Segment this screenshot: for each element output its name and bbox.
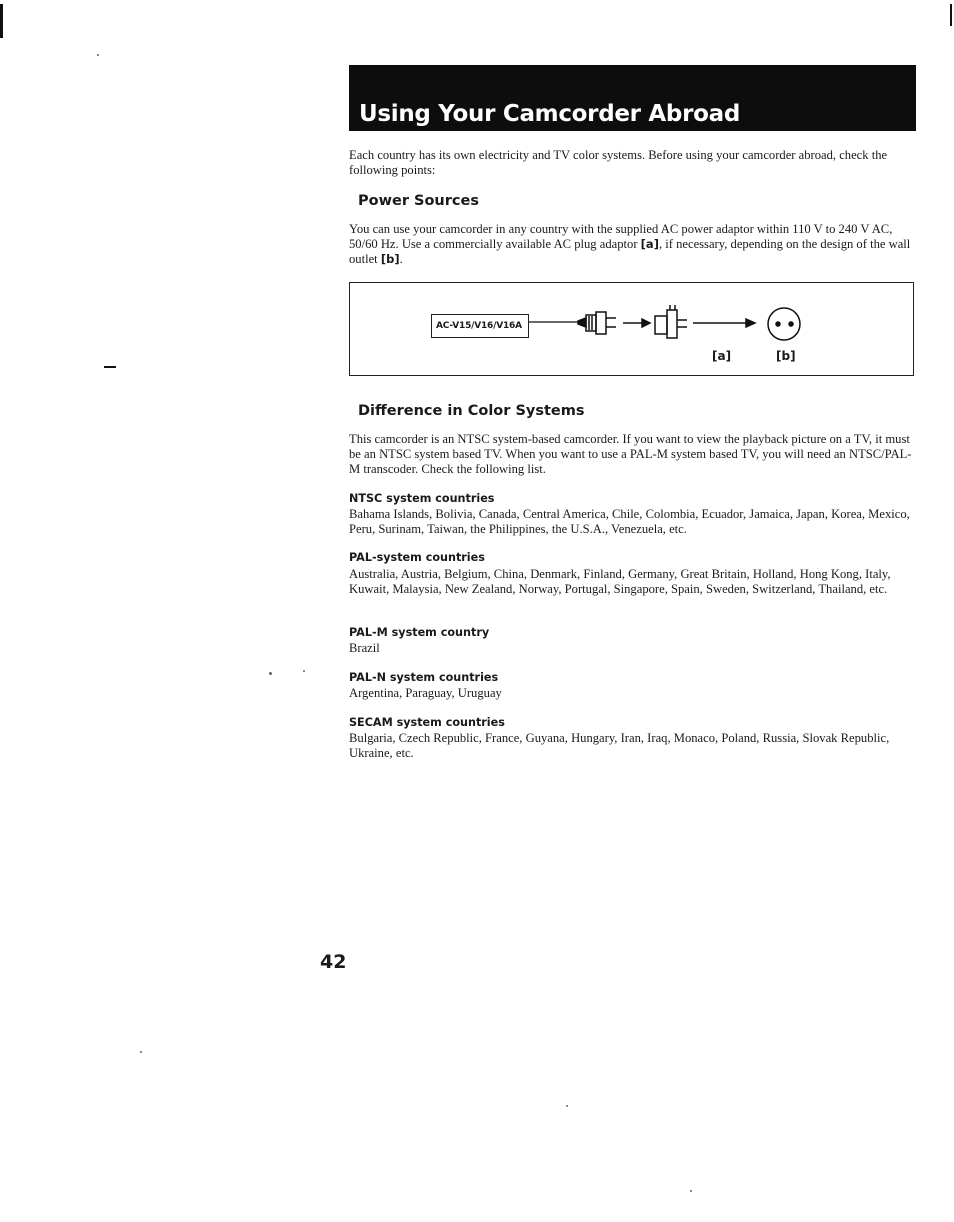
wall-outlet-icon — [768, 308, 800, 340]
scan-speck — [566, 1105, 568, 1107]
wall-outlet-label: [b] — [776, 349, 796, 363]
secam-countries: Bulgaria, Czech Republic, France, Guyana, Hungary, Iran, Iraq, Monaco, Poland, Russia, Slovak Republic, Ukraine, etc. — [349, 731, 890, 760]
scan-speck — [269, 672, 272, 675]
plug-adaptor-label: [a] — [712, 349, 732, 363]
scan-edge-mark-left — [0, 4, 3, 38]
power-adaptor-diagram — [349, 282, 914, 376]
ac-plug-icon — [578, 312, 616, 334]
ntsc-heading: NTSC system countries — [349, 492, 495, 505]
scan-edge-mark-right — [950, 4, 952, 26]
arrow-icon — [693, 319, 755, 327]
wall-outlet-ref: [b] — [380, 252, 400, 266]
pal-heading: PAL-system countries — [349, 551, 485, 564]
color-systems-paragraph: This camcorder is an NTSC system-based camcorder. If you want to view the playback picture on a TV, it must be an NTSC system based TV. When you want to use a PAL-M system based TV, you will need an NTSC/PAL-M transcoder. Check the following list. — [349, 432, 912, 476]
pal-n-countries: Argentina, Paraguay, Uruguay — [349, 686, 502, 700]
scan-speck — [140, 1051, 142, 1053]
plug-adaptor-ref: [a] — [640, 237, 659, 251]
ntsc-countries: Bahama Islands, Bolivia, Canada, Central America, Chile, Colombia, Ecuador, Jamaica, Japan, Korea, Mexico, Peru, Surinam, Taiwan, the Philippines, the U.S.A., Venezuela, etc. — [349, 507, 910, 536]
secam-heading: SECAM system countries — [349, 716, 505, 729]
page-title: Using Your Camcorder Abroad — [359, 101, 741, 127]
pal-m-heading: PAL-M system country — [349, 626, 490, 639]
power-sources-text-2: , if necessary, depending on the design of the wall outlet — [349, 237, 911, 266]
scan-speck — [303, 670, 305, 672]
pal-m-countries: Brazil — [349, 641, 380, 655]
scan-dash-mark — [104, 366, 116, 368]
arrow-icon — [623, 319, 650, 327]
power-sources-heading: Power Sources — [358, 193, 479, 209]
power-sources-text-1: You can use your camcorder in any country with the supplied AC power adaptor within 110 V to 240 V AC, 50/60 Hz. Use a commercially available AC plug adaptor — [349, 222, 893, 251]
pal-n-heading: PAL-N system countries — [349, 671, 499, 684]
intro-paragraph: Each country has its own electricity and TV color systems. Before using your camcorder abroad, check the following points: — [349, 148, 888, 177]
pal-countries: Australia, Austria, Belgium, China, Denmark, Finland, Germany, Great Britain, Holland, Hong Kong, Italy, Kuwait, Malaysia, New Zealand, Norway, Portugal, Singapore, Spain, Sweden, Switzerland, Thailand, etc. — [349, 567, 891, 596]
diagram-drawing — [350, 283, 913, 375]
scan-speck — [690, 1190, 692, 1192]
plug-adaptor-icon — [655, 305, 687, 338]
ac-adaptor-label: AC-V15/V16/V16A — [431, 314, 529, 338]
page-number: 42 — [320, 951, 347, 973]
title-banner — [349, 65, 916, 131]
power-sources-paragraph — [349, 222, 919, 267]
scan-speck — [97, 54, 99, 56]
color-systems-heading: Difference in Color Systems — [358, 403, 585, 419]
power-sources-text-3: . — [399, 252, 403, 266]
